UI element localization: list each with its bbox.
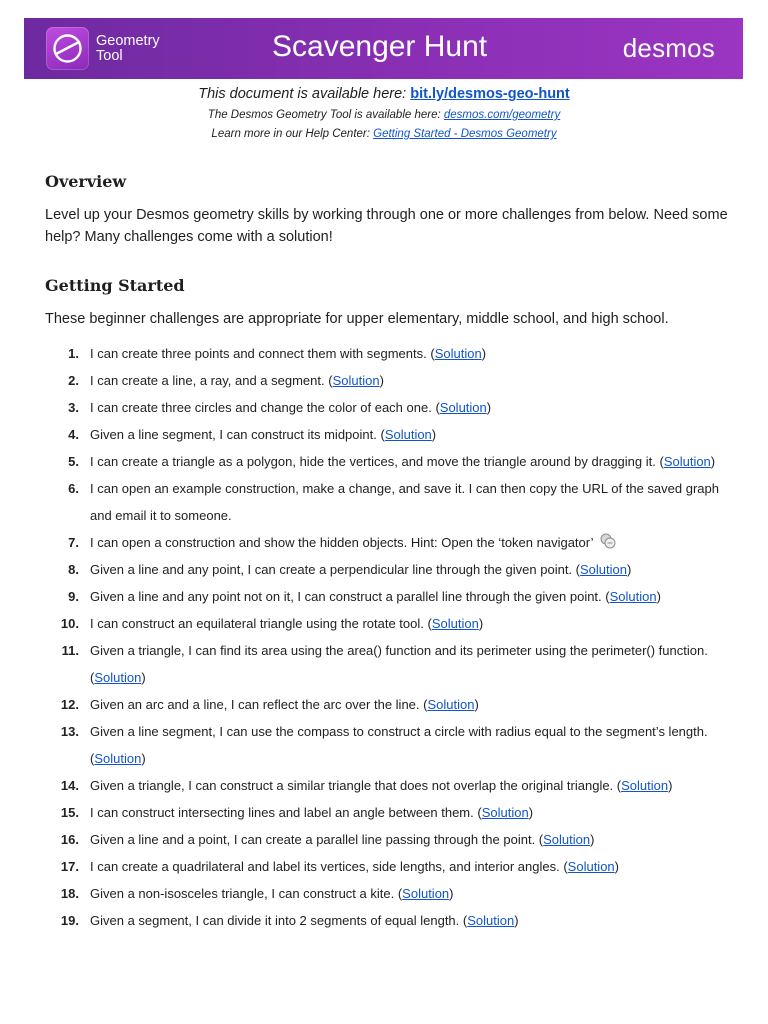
challenge-number: 3. (68, 400, 79, 415)
solution-link[interactable]: Solution (481, 805, 529, 820)
challenge-item: 17. I can create a quadrilateral and label its vertices, side lengths, and interior angles. (Solution) (45, 853, 725, 880)
token-navigator-icon (599, 532, 617, 550)
challenge-item: 3. I can create three circles and change the color of each one. (Solution) (45, 394, 725, 421)
help-prefix: Learn more in our Help Center: (211, 128, 374, 140)
tool-name-line1: Geometry (96, 33, 160, 49)
challenge-text: Given a line and any point not on it, I can construct a parallel line through the given point. (90, 589, 602, 604)
challenge-text: Given a triangle, I can find its area using the area() function and its perimeter using the perimeter() function. (90, 643, 708, 658)
challenge-number: 11. (61, 643, 79, 658)
availability-prefix: This document is available here: (198, 86, 411, 102)
challenge-item: 4. Given a line segment, I can construct its midpoint. (Solution) (45, 421, 725, 448)
solution-link[interactable]: Solution (543, 832, 591, 847)
challenge-text: I can create three circles and change the color of each one. (90, 400, 432, 415)
getting-started-heading: Getting Started (45, 276, 185, 295)
desmos-logo: desmos (622, 33, 715, 63)
challenge-list (45, 340, 725, 934)
solution-link[interactable]: Solution (567, 859, 615, 874)
challenge-number: 14. (60, 778, 79, 793)
challenge-number: 6. (68, 481, 79, 496)
challenge-item: 5. I can create a triangle as a polygon, hide the vertices, and move the triangle around by dragging it. (Solution) (45, 448, 725, 475)
challenge-number: 5. (68, 454, 79, 469)
challenge-number: 18. (60, 886, 79, 901)
availability-link[interactable]: bit.ly/desmos-geo-hunt (410, 86, 570, 102)
challenge-item: 2. I can create a line, a ray, and a segment. (Solution) (45, 367, 725, 394)
solution-link[interactable]: Solution (332, 373, 380, 388)
solution-link[interactable]: Solution (663, 454, 711, 469)
challenge-number: 10. (60, 616, 79, 631)
challenge-text: Given a line segment, I can construct its midpoint. (90, 427, 377, 442)
challenge-item: 11. Given a triangle, I can find its area using the area() function and its perimeter using the perimeter() function. (Solution) (45, 637, 725, 691)
challenge-item: 1. I can create three points and connect them with segments. (Solution) (45, 340, 725, 367)
help-center-link[interactable]: Getting Started - Desmos Geometry (373, 128, 557, 140)
challenge-text: I can construct intersecting lines and label an angle between them. (90, 805, 474, 820)
challenge-text: I can create a quadrilateral and label its vertices, side lengths, and interior angles. (90, 859, 560, 874)
challenge-item: 10. I can construct an equilateral triangle using the rotate tool. (Solution) (45, 610, 725, 637)
challenge-text: I can create a line, a ray, and a segment. (90, 373, 325, 388)
overview-text: Level up your Desmos geometry skills by working through one or more challenges from below. Need some help? Many challenges come with a solution! (45, 207, 728, 245)
challenge-item: 16. Given a line and a point, I can create a parallel line passing through the point. (Solution) (45, 826, 725, 853)
solution-link[interactable]: Solution (384, 427, 432, 442)
solution-link[interactable]: Solution (94, 751, 142, 766)
challenge-text: I can create a triangle as a polygon, hide the vertices, and move the triangle around by dragging it. (90, 454, 656, 469)
geometry-tool-logo-icon (46, 27, 89, 70)
challenge-text: Given a line and any point, I can create a perpendicular line through the given point. (90, 562, 573, 577)
challenge-item: 8. Given a line and any point, I can create a perpendicular line through the given point. (Solution) (45, 556, 725, 583)
challenge-number: 16. (60, 832, 79, 847)
challenge-text: Given a triangle, I can construct a similar triangle that does not overlap the original triangle. (90, 778, 614, 793)
challenge-number: 1. (68, 346, 79, 361)
challenge-item: 12. Given an arc and a line, I can reflect the arc over the line. (Solution) (45, 691, 725, 718)
header-banner (24, 18, 743, 79)
solution-link[interactable]: Solution (439, 400, 487, 415)
challenge-item: 9. Given a line and any point not on it, I can construct a parallel line through the given point. (Solution) (45, 583, 725, 610)
solution-link[interactable]: Solution (467, 913, 515, 928)
challenge-number: 4. (68, 427, 79, 442)
challenge-number: 15. (60, 805, 79, 820)
solution-link[interactable]: Solution (431, 616, 479, 631)
challenge-number: 2. (68, 373, 79, 388)
overview-heading: Overview (45, 172, 127, 191)
challenge-number: 9. (68, 589, 79, 604)
challenge-item (45, 529, 725, 556)
solution-link[interactable]: Solution (434, 346, 482, 361)
challenge-item (45, 475, 725, 529)
challenge-number: 8. (68, 562, 79, 577)
tool-name-line2: Tool (96, 48, 123, 64)
tool-line (0, 109, 768, 121)
page-title: Scavenger Hunt (272, 30, 488, 63)
challenge-item: 19. Given a segment, I can divide it into 2 segments of equal length. (Solution) (45, 907, 725, 934)
challenge-number: 17. (60, 859, 79, 874)
solution-link[interactable]: Solution (580, 562, 627, 577)
challenge-text: I can open a construction and show the hidden objects. Hint: Open the ‘token navigator’ (90, 535, 594, 550)
challenge-text: I can create three points and connect them with segments. (90, 346, 427, 361)
challenge-number: 12. (60, 697, 79, 712)
getting-started-intro: These beginner challenges are appropriate for upper elementary, middle school, and high school. (45, 311, 669, 327)
challenge-text: Given a segment, I can divide it into 2 segments of equal length. (90, 913, 460, 928)
challenge-number: 7. (68, 535, 79, 550)
challenge-number: 13. (60, 724, 79, 739)
challenge-item: 18. Given a non-isosceles triangle, I can construct a kite. (Solution) (45, 880, 725, 907)
solution-link[interactable]: Solution (621, 778, 669, 793)
challenge-text: I can open an example construction, make a change, and save it. I can then copy the URL of the saved graph and email it to someone. (90, 481, 719, 523)
availability-line (0, 86, 768, 102)
challenge-text: Given a line segment, I can use the compass to construct a circle with radius equal to the segment’s length. (90, 724, 708, 739)
challenge-number: 19. (60, 913, 79, 928)
tool-prefix: The Desmos Geometry Tool is available here: (207, 109, 444, 121)
help-line (0, 128, 768, 140)
solution-link[interactable]: Solution (427, 697, 475, 712)
tool-name (96, 34, 160, 64)
challenge-text: Given a line and a point, I can create a parallel line passing through the point. (90, 832, 536, 847)
challenge-item: 13. Given a line segment, I can use the compass to construct a circle with radius equal to the segment’s length. (Solution) (45, 718, 725, 772)
geometry-tool-link[interactable]: desmos.com/geometry (443, 109, 561, 121)
challenge-item: 15. I can construct intersecting lines and label an angle between them. (Solution) (45, 799, 725, 826)
challenge-text: Given an arc and a line, I can reflect the arc over the line. (90, 697, 420, 712)
solution-link[interactable]: Solution (94, 670, 142, 685)
solution-link[interactable]: Solution (402, 886, 450, 901)
challenge-text: Given a non-isosceles triangle, I can construct a kite. (90, 886, 395, 901)
challenge-text: I can construct an equilateral triangle using the rotate tool. (90, 616, 424, 631)
solution-link[interactable]: Solution (609, 589, 657, 604)
challenge-item: 14. Given a triangle, I can construct a similar triangle that does not overlap the original triangle. (Solution) (45, 772, 725, 799)
